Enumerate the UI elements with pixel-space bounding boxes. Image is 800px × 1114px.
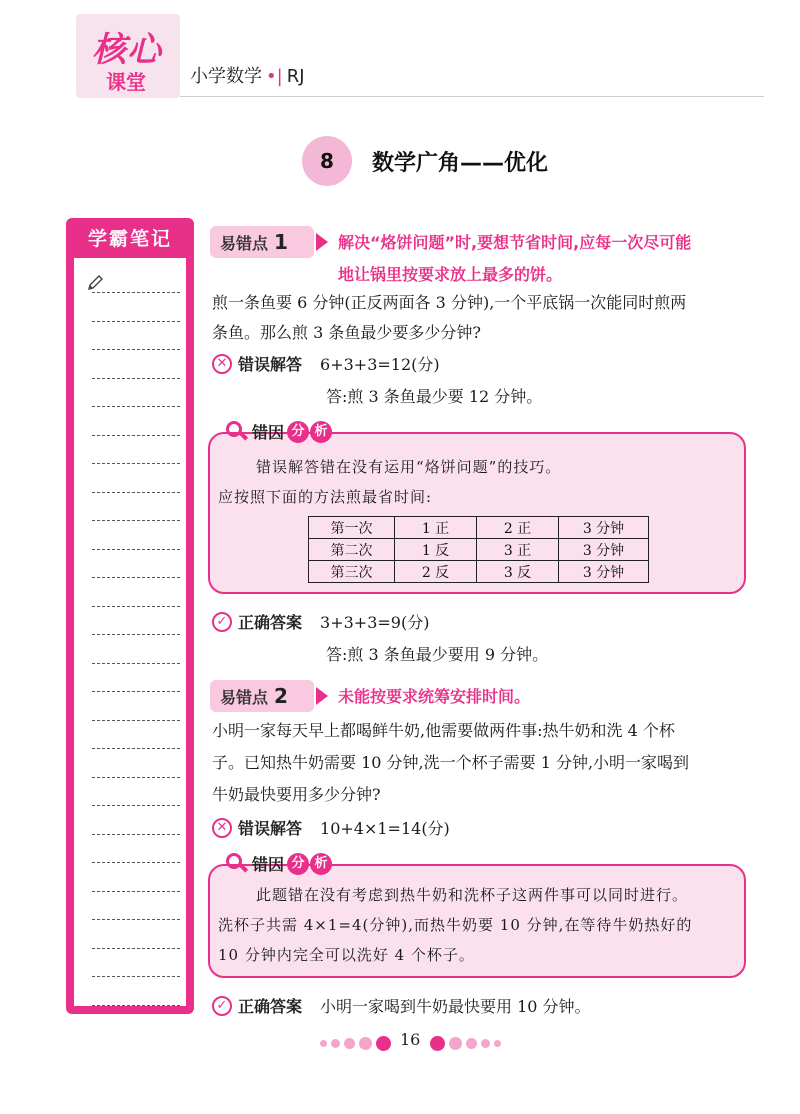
note-line [92,606,180,607]
table-row [309,539,649,561]
note-line [92,691,180,692]
table-cell: 3 分钟 [559,539,649,561]
table-cell: 1 反 [395,539,477,561]
note-line [92,834,180,835]
page-number: 16 [400,1030,421,1049]
analysis-tag [286,853,332,875]
table-cell: 3 反 [477,561,559,583]
correct-answer-row-2 [212,994,591,1017]
wrong-answer-label: 错误解答 [238,355,303,374]
check-icon: ✓ [212,996,232,1016]
correct-answer-label: 正确答案 [238,613,303,632]
analysis-tag-char: 析 [310,853,332,875]
magnifier-icon [226,853,248,875]
badge-arrow-icon [316,687,328,705]
analysis-line: 应按照下面的方法煎最省时间: [218,488,433,506]
badge-label: 易错点 [220,233,269,253]
table-cell: 3 分钟 [559,517,649,539]
analysis-line: 洗杯子共需 4×1=4(分钟),而热牛奶要 10 分钟,在等待牛奶热好的 [218,916,693,934]
note-line [92,862,180,863]
note-line [92,748,180,749]
frying-schedule-table [308,516,649,583]
wrong-answer-expression: 6+3+3=12(分) [320,355,440,374]
point1-problem-line1: 煎一条鱼要 6 分钟(正反两面各 3 分钟),一个平底锅一次能同时煎两 [212,293,687,312]
header-separator: •| [266,66,283,87]
point2-desc-line1: 未能按要求统筹安排时间。 [338,687,531,706]
analysis-line: 此题错在没有考虑到热牛奶和洗杯子这两件事可以同时进行。 [256,886,689,904]
table-row [309,517,649,539]
point1-problem-line2: 条鱼。那么煎 3 条鱼最少要多少分钟? [212,323,481,342]
table-row [309,561,649,583]
analysis-tag-char: 析 [310,421,332,443]
logo-main-text: 核心 [92,30,162,70]
note-line [92,435,180,436]
table-cell: 第一次 [309,517,395,539]
analysis-line: 错误解答错在没有运用“烙饼问题”的技巧。 [256,458,562,476]
analysis-header-2 [226,852,332,875]
analysis-tag-char: 分 [287,421,309,443]
magnifier-icon [226,421,248,443]
note-line [92,349,180,350]
error-point-badge-1 [210,226,314,258]
table-cell: 2 反 [395,561,477,583]
logo [76,14,180,98]
correct-answer-label: 正确答案 [238,997,303,1016]
table-cell: 2 正 [477,517,559,539]
badge-arrow-icon [316,233,328,251]
wrong-answer-row-1 [212,352,440,375]
check-icon: ✓ [212,612,232,632]
note-line [92,577,180,578]
note-line [92,1005,180,1006]
wrong-x-icon: ✕ [212,354,232,374]
edition-label: RJ [286,66,305,87]
note-line [92,919,180,920]
point2-problem-line1: 小明一家每天早上都喝鲜牛奶,他需要做两件事:热牛奶和洗 4 个杯 [212,721,675,740]
notes-area [74,258,186,1006]
logo-sub-text: 课堂 [106,70,146,94]
correct-answer-statement-1: 答:煎 3 条鱼最少要用 9 分钟。 [326,645,549,664]
table-cell: 第三次 [309,561,395,583]
correct-answer-row-1 [212,610,429,633]
analysis-header-1 [226,420,332,443]
note-line [92,891,180,892]
error-point-badge-2 [210,680,314,712]
footer-dots-left [318,1036,393,1051]
note-line [92,406,180,407]
analysis-title: 错因 [252,855,285,874]
table-cell: 第二次 [309,539,395,561]
analysis-tag-char: 分 [287,853,309,875]
point2-problem-line3: 牛奶最快要用多少分钟? [212,785,381,804]
point1-desc-line1: 解决“烙饼问题”时,要想节省时间,应每一次尽可能 [338,233,692,252]
notes-title: 学霸笔记 [66,218,194,256]
note-line [92,720,180,721]
table-cell: 3 分钟 [559,561,649,583]
note-line [92,777,180,778]
chapter-number: 8 [302,136,352,186]
note-line [92,976,180,977]
badge-number: 2 [274,684,288,708]
header-divider [180,96,764,97]
analysis-tag [286,421,332,443]
wrong-answer-label: 错误解答 [238,819,303,838]
badge-label: 易错点 [220,687,269,707]
header-subject [190,62,305,88]
note-line [92,520,180,521]
note-line [92,663,180,664]
analysis-line: 10 分钟内完全可以洗好 4 个杯子。 [218,946,475,964]
subject-label: 小学数学 [190,66,262,87]
chapter-title: 数学广角——优化 [372,151,549,176]
note-line [92,805,180,806]
wrong-answer-row-2 [212,816,450,839]
badge-number: 1 [274,230,288,254]
wrong-x-icon: ✕ [212,818,232,838]
correct-answer-expression: 小明一家喝到牛奶最快要用 10 分钟。 [320,997,591,1016]
pencil-icon [86,274,104,292]
note-line [92,492,180,493]
wrong-answer-statement-1: 答:煎 3 条鱼最少要 12 分钟。 [326,387,543,406]
note-line [92,378,180,379]
note-line [92,463,180,464]
table-cell: 3 正 [477,539,559,561]
point1-desc-line2: 地让锅里按要求放上最多的饼。 [338,265,563,284]
footer-dots-right [428,1036,503,1051]
correct-answer-expression: 3+3+3=9(分) [320,613,430,632]
note-line [92,549,180,550]
note-line [92,292,180,293]
note-line [92,321,180,322]
note-line [92,948,180,949]
table-cell: 1 正 [395,517,477,539]
point2-problem-line2: 子。已知热牛奶需要 10 分钟,洗一个杯子需要 1 分钟,小明一家喝到 [212,753,690,772]
wrong-answer-expression: 10+4×1=14(分) [320,819,450,838]
analysis-title: 错因 [252,423,285,442]
note-line [92,634,180,635]
